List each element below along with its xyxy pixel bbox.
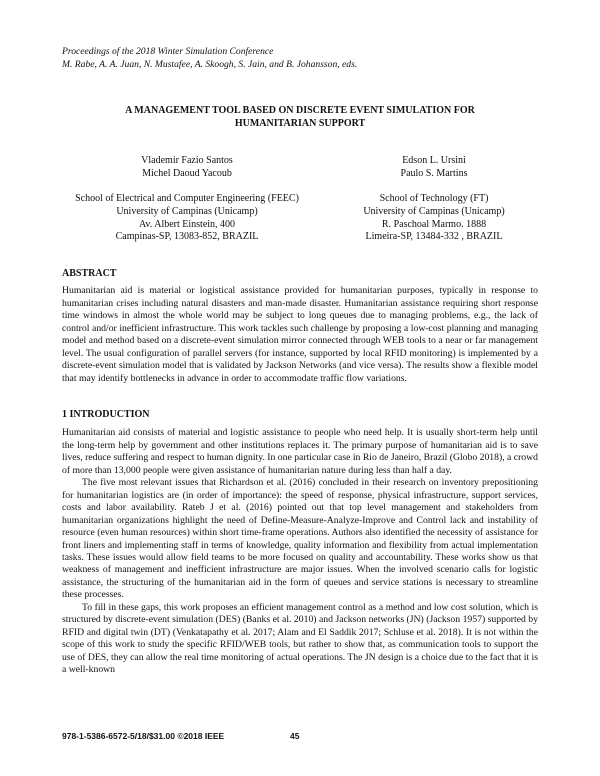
footer-isbn: 978-1-5386-6572-5/18/$31.00 ©2018 IEEE [62, 731, 225, 741]
affiliation-left [62, 193, 312, 244]
affiliation-line: University of Campinas (Unicamp) [116, 205, 258, 217]
abstract-section [62, 268, 538, 385]
affiliation-line: Av. Albert Einstein, 400 [138, 218, 236, 230]
page-number: 45 [290, 731, 300, 741]
author-name: Michel Daoud Yacoub [142, 167, 232, 179]
introduction-section [62, 409, 538, 677]
abstract-text: Humanitarian aid is material or logistical assistance provided for humanitarian purposes, typically in response to humanitarian crises including natural disasters and man-made disaster. Humanitarian assistance requiring short response time windows in almost the whole world may be subject to long queues due to managing problems, e.g., the lack of control and/or inefficient infrastructure. This work tackles such challenge by proposing a low-cost planning and managing model and method based on a discrete-event simulation mirror connected through WEB tools to a near or far management level. The usual configuration of parallel servers (for instance, supported by local RFID monitoring) is implemented by a discrete-event simulation model that is validated by Jackson Networks (and vice versa). The results show a flexible model that may identify bottlenecks in advance in order to accommodate traffic flow variations. [62, 285, 538, 384]
author-name: Vlademir Fazio Santos [141, 155, 233, 166]
proceedings-header [62, 45, 357, 71]
affiliation-line: Limeira-SP, 13484-332 , BRAZIL [365, 231, 503, 243]
authors-left [62, 155, 312, 181]
body-paragraph: Humanitarian aid consists of material and logistic assistance to people who need help. It is usually short-term help until the long-term help by government and other institutions replaces it. The primary purpose of humanitarian aid is to save lives, reduce suffering and respect to human dignity. In one particular case in Rio de Janeiro, Brazil (Globo 2018), a crowd of more than 13,000 people were given assistance of humanitarian nature during less than half a day. [62, 427, 538, 476]
paper-title [62, 104, 538, 130]
affiliation-line: R. Paschoal Marmo. 1888 [381, 218, 487, 230]
author-name: Edson L. Ursini [402, 155, 466, 166]
affiliation-line: University of Campinas (Unicamp) [363, 205, 505, 217]
editors-line: M. Rabe, A. A. Juan, N. Mustafee, A. Skoogh, S. Jain, and B. Johansson, eds. [62, 59, 358, 70]
introduction-heading: 1 INTRODUCTION [62, 409, 150, 420]
authors-right [330, 155, 538, 181]
title-line-1: A MANAGEMENT TOOL BASED ON DISCRETE EVENT SIMULATION FOR [125, 105, 475, 116]
affiliation-line: School of Electrical and Computer Engineering (FEEC) [75, 193, 299, 204]
body-paragraph: The five most relevant issues that Richardson et al. (2016) concluded in their research on inventory prepositioning for humanitarian logistics are (in order of importance): the speed of response, physical infrastructure, support services, costs and labor availability. Rateb J et al. (2016) pointed out that top level management and stakeholders from humanitarian organizations highlight the need of Define-Measure-Analyze-Improve and Control lack and instability of resource (even human resources) within short time-frame operations. Authors also identified the necessity of assistance for front liners and implementing staff in terms of knowledge, quality information and flexibility from actual implementation tasks. These issues would allow field teams to be more focused on quality and accountability. These works show us that weakness of management and inefficient infrastructure are major issues. When the involved scenario calls for logistic assistance, the structuring of the humanitarian aid in the form of queues and service stations is necessary to streamline these processes. [62, 477, 538, 601]
affiliation-line: School of Technology (FT) [379, 193, 489, 204]
affiliation-line: Campinas-SP, 13083-852, BRAZIL [115, 231, 259, 243]
affiliation-right [330, 193, 538, 244]
title-line-2: HUMANITARIAN SUPPORT [234, 118, 366, 129]
body-paragraph: To fill in these gaps, this work proposes an efficient management control as a method and low cost solution, which is structured by discrete-event simulation (DES) (Banks et al. 2010) and Jackson networks (JN) (Jackson 1957) supported by RFID and digital twin (DT) (Venkatapathy et al. 2017; Alam and El Saddik 2017; Schluse et al. 2018). It is not within the scope of this work to study the specific RFID/WEB tools, but rather to show that, as communication tools to support the use of DES, they can allow the real time monitoring of actual operations. The JN design is a choice due to the fact that it is a well-known [62, 601, 538, 676]
abstract-heading: ABSTRACT [62, 268, 117, 279]
proceedings-line: Proceedings of the 2018 Winter Simulation Conference [62, 46, 274, 57]
author-name: Paulo S. Martins [400, 167, 468, 179]
